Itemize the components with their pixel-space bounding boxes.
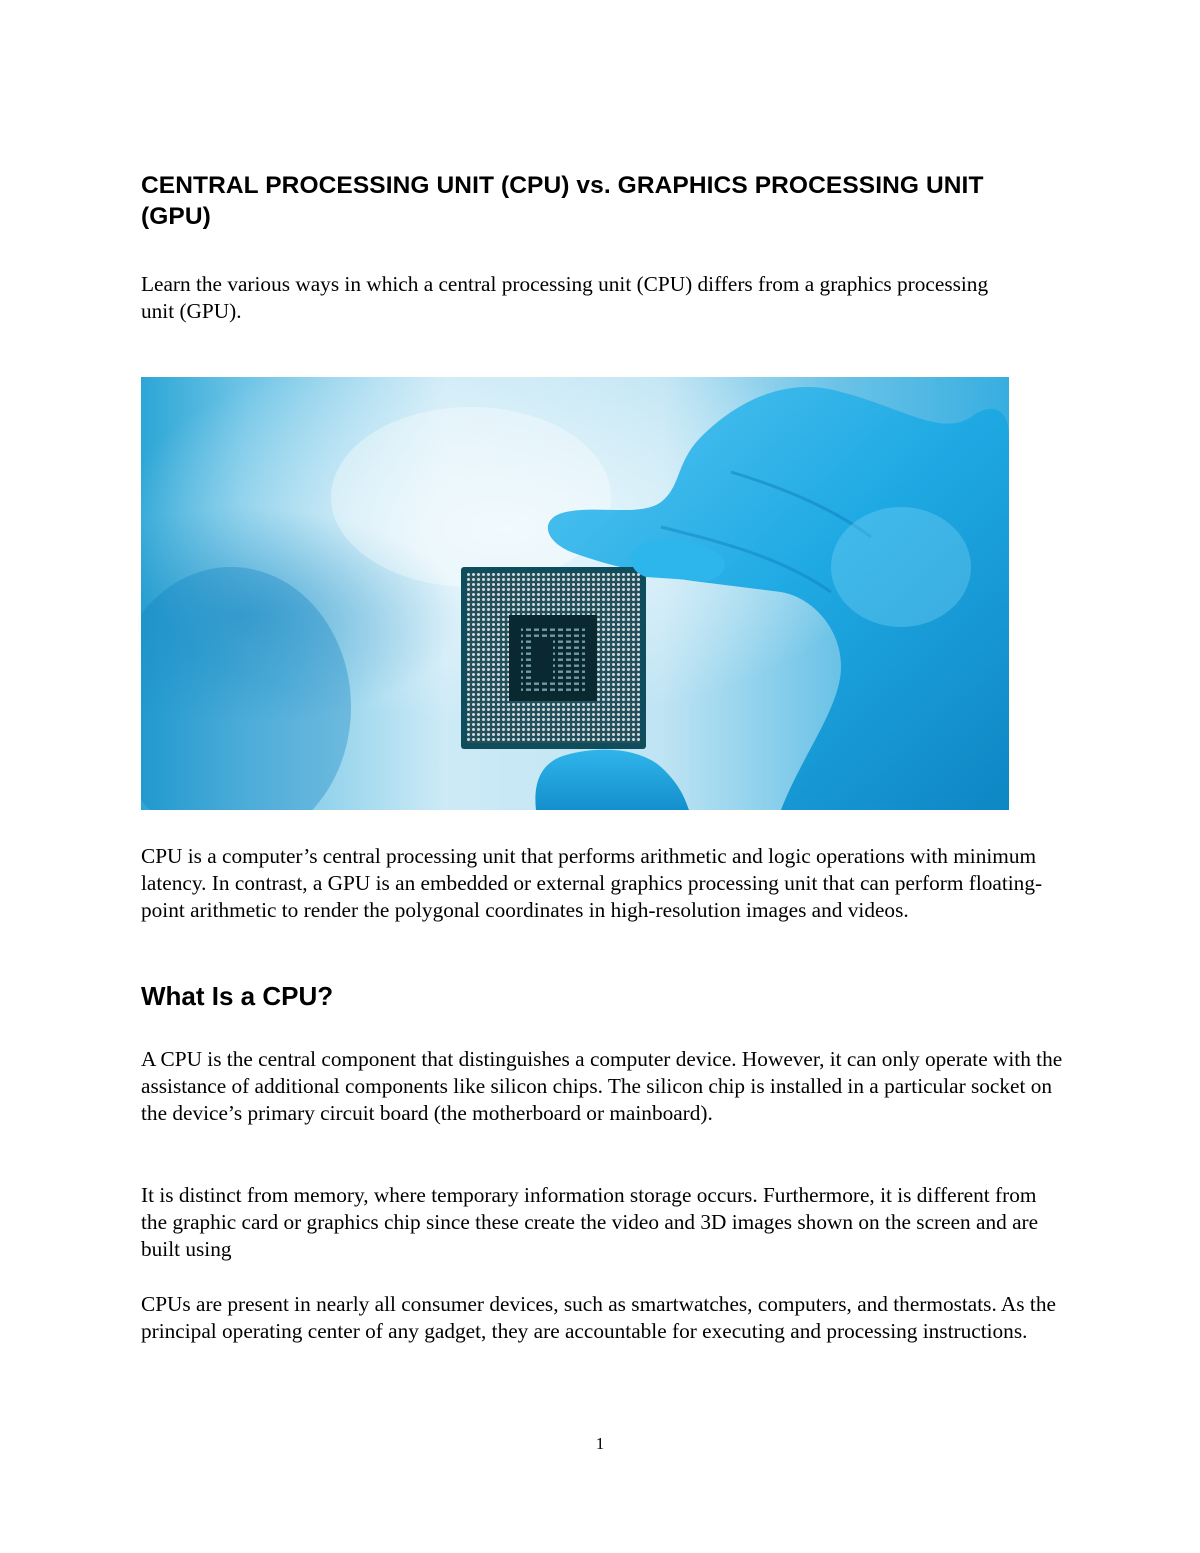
cpu-vs-gpu-paragraph: CPU is a computer’s central processing unit that performs arithmetic and logic operations with minimum latency. In contrast, a GPU is an embedded or external graphics processing unit that can perform floating-point arithmetic to render the polygonal coordinates in high-resolution images and videos. xyxy=(141,844,1043,922)
cpu-chip-photo xyxy=(141,377,1009,810)
intro-paragraph: Learn the various ways in which a central processing unit (CPU) differs from a graphics processing unit (GPU). xyxy=(141,272,989,323)
section-heading-what-is-cpu: What Is a CPU? xyxy=(141,981,334,1011)
page-number: 1 xyxy=(595,1434,605,1453)
cpu-paragraph: CPUs are present in nearly all consumer devices, such as smartwatches, computers, and thermostats. As the principal operating center of any gadget, they are accountable for executing and processing instructions. xyxy=(141,1292,1056,1343)
cpu-paragraph: A CPU is the central component that distinguishes a computer device. However, it can only operate with the assistance of additional components like silicon chips. The silicon chip is installed in a particular socket on the device’s primary circuit board (the motherboard or mainboard). xyxy=(141,1047,1063,1125)
cpu-paragraph: It is distinct from memory, where temporary information storage occurs. Furthermore, it is different from the graphic card or graphics chip since these create the video and 3D images shown on the screen and are built using xyxy=(141,1183,1039,1261)
document-title: CENTRAL PROCESSING UNIT (CPU) vs. GRAPHICS PROCESSING UNIT (GPU) xyxy=(141,172,984,230)
